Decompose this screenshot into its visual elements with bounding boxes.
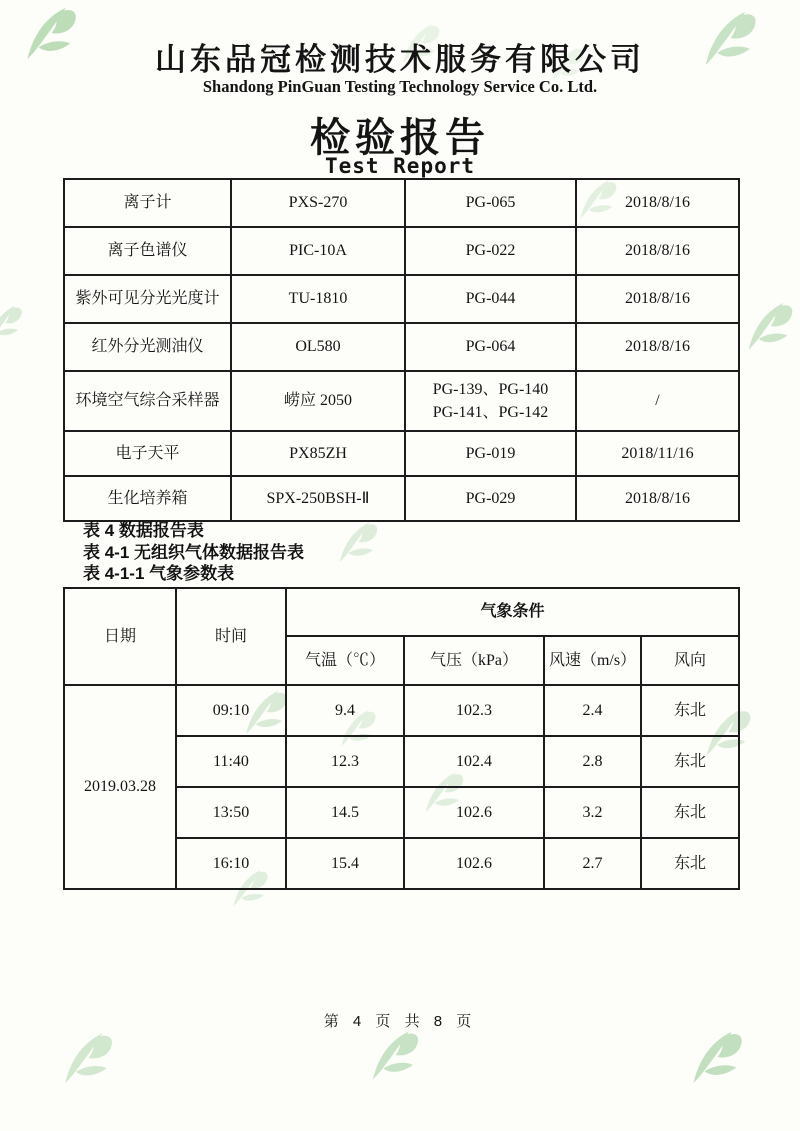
- header-date-cell: 日期: [64, 588, 176, 685]
- company-name-en: Shandong PinGuan Testing Technology Service Co. Ltd.: [202, 77, 598, 96]
- instrument-name-cell: 生化培养箱: [64, 476, 231, 521]
- table-row: [64, 371, 739, 431]
- instrument-model-cell: PX85ZH: [231, 431, 405, 476]
- table-row: [64, 685, 739, 736]
- temp-cell: 14.5: [286, 787, 404, 838]
- instrument-model-cell: OL580: [231, 323, 405, 371]
- winddir-cell: 东北: [641, 838, 739, 889]
- time-cell: 09:10: [176, 685, 286, 736]
- instrument-model-cell: PXS-270: [231, 179, 405, 227]
- instrument-code-cell: PG-065: [405, 179, 576, 227]
- winddir-cell: 东北: [641, 685, 739, 736]
- code-line: PG-139、PG-140: [432, 380, 549, 398]
- instrument-code-cell: PG-022: [405, 227, 576, 275]
- time-cell: 11:40: [176, 736, 286, 787]
- instrument-code-cell: [405, 371, 576, 431]
- watermark-logo-icon: [742, 298, 798, 354]
- pressure-cell: 102.4: [404, 736, 544, 787]
- instrument-date-cell: 2018/8/16: [576, 275, 739, 323]
- instrument-code-cell: PG-064: [405, 323, 576, 371]
- instrument-name-cell: 环境空气综合采样器: [64, 371, 231, 431]
- instrument-model-cell: TU-1810: [231, 275, 405, 323]
- windspeed-cell: 2.4: [544, 685, 641, 736]
- time-cell: 13:50: [176, 787, 286, 838]
- instrument-date-cell: 2018/8/16: [576, 227, 739, 275]
- temp-cell: 12.3: [286, 736, 404, 787]
- instrument-name-cell: 电子天平: [64, 431, 231, 476]
- code-line: PG-141、PG-142: [432, 404, 549, 421]
- instrument-date-cell: 2018/8/16: [576, 323, 739, 371]
- table-row: [64, 323, 739, 371]
- section-label-table4-1: 表 4-1 无组织气体数据报告表: [83, 542, 305, 562]
- instrument-date-cell: /: [576, 371, 739, 431]
- pressure-cell: 102.6: [404, 838, 544, 889]
- temp-cell: 9.4: [286, 685, 404, 736]
- instrument-date-cell: 2018/11/16: [576, 431, 739, 476]
- report-title-en: Test Report: [324, 154, 476, 178]
- header-windspeed-cell: 风速（m/s）: [544, 636, 641, 685]
- header-pressure-cell: 气压（kPa）: [404, 636, 544, 685]
- windspeed-cell: 2.7: [544, 838, 641, 889]
- windspeed-cell: 3.2: [544, 787, 641, 838]
- temp-cell: 15.4: [286, 838, 404, 889]
- header-time-cell: 时间: [176, 588, 286, 685]
- instrument-model-cell: SPX-250BSH-Ⅱ: [231, 476, 405, 521]
- section-labels: [83, 520, 304, 585]
- instrument-code-cell: PG-029: [405, 476, 576, 521]
- report-title-cn: 检验报告: [310, 116, 490, 160]
- instrument-name-cell: 离子计: [64, 179, 231, 227]
- section-label-table4: 表 4 数据报告表: [83, 521, 204, 540]
- header-temp-cell: 气温（℃）: [286, 636, 404, 685]
- instrument-date-cell: 2018/8/16: [576, 179, 739, 227]
- instrument-model-cell: 崂应 2050: [231, 371, 405, 431]
- header-weather-group-cell: 气象条件: [286, 588, 739, 636]
- header-winddir-cell: 风向: [641, 636, 739, 685]
- watermark-logo-icon: [686, 1026, 748, 1088]
- windspeed-cell: 2.8: [544, 736, 641, 787]
- winddir-cell: 东北: [641, 736, 739, 787]
- instrument-name-cell: 紫外可见分光光度计: [64, 275, 231, 323]
- table-row: [64, 275, 739, 323]
- table-row: [64, 227, 739, 275]
- instrument-model-cell: PIC-10A: [231, 227, 405, 275]
- watermark-logo-icon: [366, 1026, 424, 1084]
- pressure-cell: 102.3: [404, 685, 544, 736]
- weather-table: [63, 587, 740, 890]
- table-row: [64, 476, 739, 521]
- table-row: [64, 179, 739, 227]
- winddir-cell: 东北: [641, 787, 739, 838]
- page-number: 第 4 页 共 8 页: [323, 1013, 477, 1030]
- company-name-cn: 山东品冠检测技术服务有限公司: [155, 42, 645, 77]
- instrument-name-cell: 离子色谱仪: [64, 227, 231, 275]
- watermark-logo-icon: [0, 302, 26, 344]
- table-row: [64, 431, 739, 476]
- time-cell: 16:10: [176, 838, 286, 889]
- instrument-date-cell: 2018/8/16: [576, 476, 739, 521]
- watermark-logo-icon: [58, 1028, 118, 1088]
- table-header-row: [64, 588, 739, 636]
- section-label-table4-1-1: 表 4-1-1 气象参数表: [83, 564, 235, 583]
- instrument-table: [63, 178, 740, 522]
- pressure-cell: 102.6: [404, 787, 544, 838]
- instrument-code-cell: PG-019: [405, 431, 576, 476]
- instrument-code-cell: PG-044: [405, 275, 576, 323]
- instrument-name-cell: 红外分光测油仪: [64, 323, 231, 371]
- watermark-logo-icon: [334, 518, 382, 566]
- date-value-cell: 2019.03.28: [64, 685, 176, 889]
